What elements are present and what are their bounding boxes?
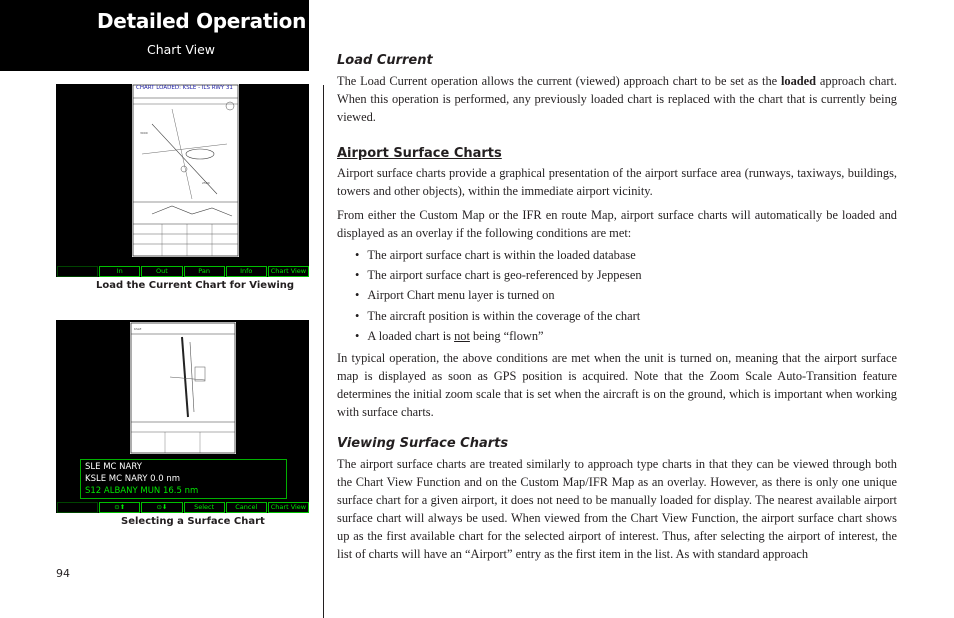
list-item: • The aircraft position is within the coverage of the chart (355, 307, 642, 327)
softkey-chart-view[interactable]: Chart View (268, 266, 309, 277)
section-heading-viewing-surface-charts: Viewing Surface Charts (337, 436, 509, 451)
figure-chart-view-screen (56, 84, 309, 277)
surface-chart-image (130, 322, 236, 454)
svg-text:2500: 2500 (202, 181, 210, 185)
page-subtitle: Chart View (147, 42, 215, 57)
softkey-down[interactable] (141, 502, 182, 513)
section-heading-load-current: Load Current (337, 53, 433, 68)
softkey-bar (56, 266, 309, 277)
header-block (0, 0, 309, 71)
softkey-chart-view[interactable]: Chart View (268, 502, 309, 513)
up-arrow-icon: ⊙⬆ (114, 503, 126, 511)
list-item: • Airport Chart menu layer is turned on (355, 286, 642, 306)
down-arrow-icon: ⊙⬇ (156, 503, 168, 511)
softkey-bar (56, 502, 309, 513)
svg-text:KSLE: KSLE (134, 327, 142, 331)
figure-caption: Load the Current Chart for Viewing (96, 280, 295, 291)
softkey-info[interactable]: Info (226, 266, 267, 277)
softkey-out[interactable]: Out (141, 266, 182, 277)
figure-surface-chart-screen (56, 320, 309, 513)
list-item: • The airport surface chart is within the loaded database (355, 246, 642, 266)
conditions-list (355, 246, 642, 347)
approach-chart-image (132, 84, 239, 257)
paragraph: In typical operation, the above conditions are met when the unit is turned on, meaning that the airport surface map is displayed as soon as GPS position is acquired. Note that the Zoom Scale Auto-Transition feature determines the initial zoom scale that is set when the aircraft is on the ground, which is important when working with surface charts. (337, 351, 897, 419)
figure-caption: Selecting a Surface Chart (121, 516, 265, 527)
softkey-blank[interactable] (57, 502, 98, 513)
waypoint-row[interactable]: KSLE MC NARY 0.0 nm (85, 474, 181, 484)
page-title: Detailed Operation (97, 9, 307, 33)
softkey-pan[interactable]: Pan (184, 266, 225, 277)
softkey-up[interactable] (99, 502, 140, 513)
chart-loaded-annotation: CHART LOADED: KSLE - ILS RWY 31 (136, 85, 233, 91)
softkey-cancel[interactable]: Cancel (226, 502, 267, 513)
nearest-airport-list (80, 459, 287, 499)
list-item: • A loaded chart is not being “flown” (355, 327, 642, 347)
surface-chart-drawing (130, 322, 236, 454)
paragraph: Airport surface charts provide a graphical presentation of the airport surface area (runways, taxiways, buildings, towers and other objects), within the immediate airport vicinity. (337, 166, 897, 198)
svg-text:3000: 3000 (140, 131, 148, 135)
list-item: • The airport surface chart is geo-referenced by Jeppesen (355, 266, 642, 286)
paragraph: The airport surface charts are treated similarly to approach type charts in that they can be viewed through both the Chart View Function and on the Custom Map/IFR Map as an overlay. However, as there is only one unique surface chart for a given airport, it does not need to be manually loaded for display. The nearest available airport surface chart will always be used. When viewed from the Chart View Function, the airport surface chart shows up as the first available chart for the selected airport of interest. Thus, after selecting the airport of interest, the list of charts will have an “Airport” entry as the first item in the list. As with standard approach (337, 457, 897, 561)
paragraph: From either the Custom Map or the IFR en route Map, airport surface charts will automatically be loaded and displayed as an overlay if the following conditions are met: (337, 208, 897, 240)
approach-chart-drawing (132, 84, 239, 257)
waypoint-row[interactable]: SLE MC NARY (85, 462, 142, 472)
softkey-blank[interactable] (57, 266, 98, 277)
paragraph: The Load Current operation allows the current (viewed) approach chart to be set as the loaded approach chart. When this operation is performed, any previously loaded chart is replaced with the chart that is currently being viewed. (337, 74, 897, 124)
softkey-in[interactable]: In (99, 266, 140, 277)
section-heading-airport-surface-charts: Airport Surface Charts (337, 146, 502, 161)
column-divider (323, 85, 324, 618)
softkey-select[interactable]: Select (184, 502, 225, 513)
page-number: 94 (56, 567, 70, 580)
waypoint-row[interactable]: S12 ALBANY MUN 16.5 nm (85, 486, 199, 496)
